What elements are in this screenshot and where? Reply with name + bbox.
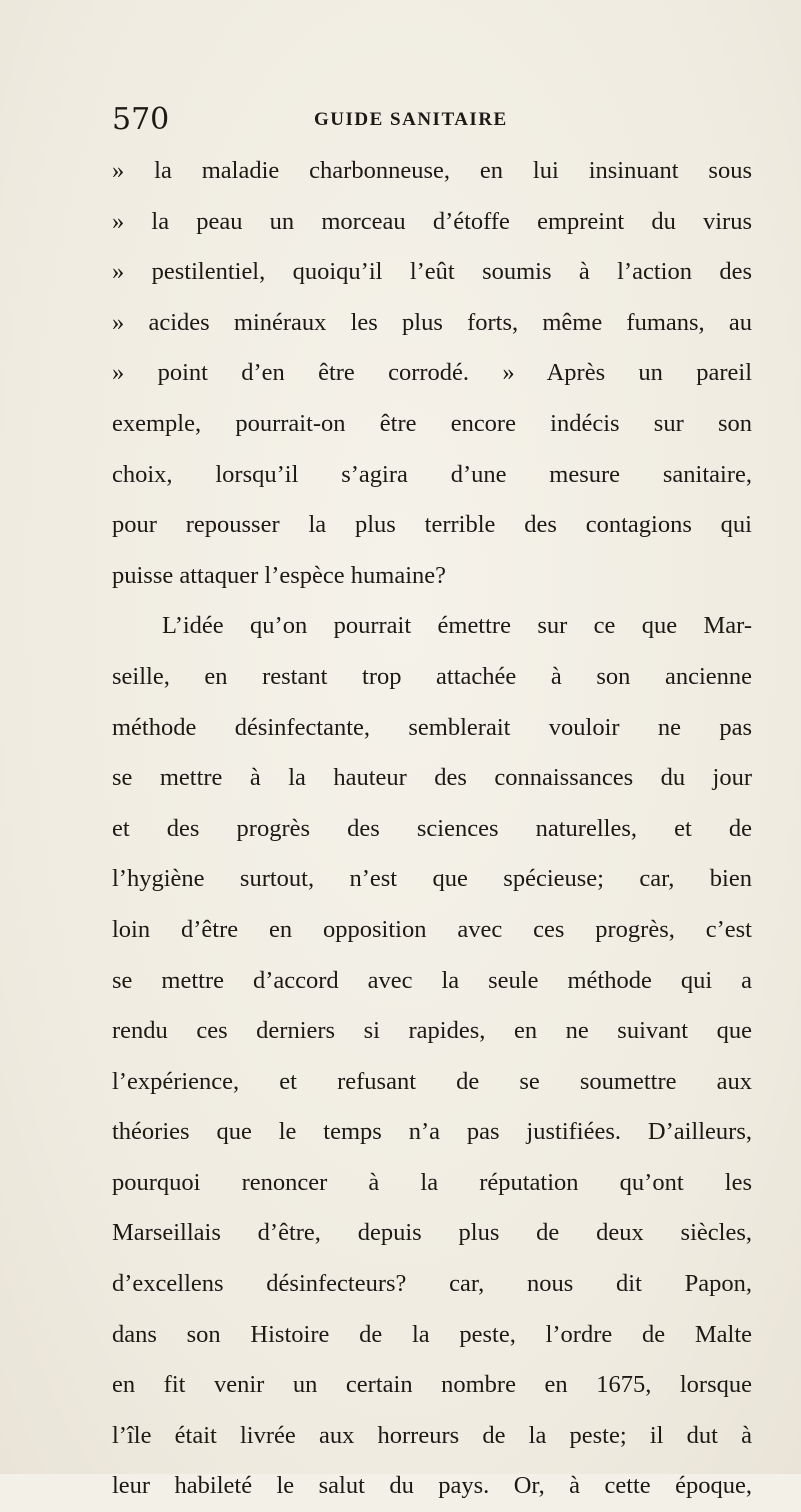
text-line: l’hygiène surtout, n’est que spécieuse; car, bien (112, 865, 752, 893)
body-text (112, 146, 752, 1512)
running-title: GUIDE SANITAIRE (314, 109, 508, 130)
text-line: Marseillais d’être, depuis plus de deux siècles, (112, 1219, 752, 1247)
text-line: seille, en restant trop attachée à son ancienne (112, 662, 752, 690)
text-line: exemple, pourrait-on être encore indécis sur son (112, 409, 752, 437)
text-line: se mettre à la hauteur des connaissances du jour (112, 764, 752, 792)
text-line: l’expérience, et refusant de se soumettre aux (112, 1067, 752, 1095)
text-line: pour repousser la plus terrible des contagions qui (112, 511, 752, 539)
page-number: 570 (112, 102, 170, 137)
text-line: rendu ces derniers si rapides, en ne suivant que (112, 1017, 752, 1045)
text-line: loin d’être en opposition avec ces progrès, c’est (112, 915, 752, 943)
text-line: » pestilentiel, quoiqu’il l’eût soumis à l’action des (112, 258, 752, 286)
text-line: d’excellens désinfecteurs? car, nous dit Papon, (112, 1270, 752, 1298)
paragraph-end-line: puisse attaquer l’espèce humaine? (112, 561, 447, 589)
paragraph-start-line: L’idée qu’on pourrait émettre sur ce que Mar- (162, 612, 752, 640)
text-line: choix, lorsqu’il s’agira d’une mesure sanitaire, (112, 460, 752, 488)
page-header (112, 100, 752, 140)
text-line: dans son Histoire de la peste, l’ordre de Malte (112, 1320, 752, 1348)
text-line: » point d’en être corrodé. » Après un pareil (112, 359, 752, 387)
text-line: se mettre d’accord avec la seule méthode qui a (112, 966, 752, 994)
text-line: en fit venir un certain nombre en 1675, lorsque (112, 1371, 752, 1399)
text-line: méthode désinfectante, semblerait vouloir ne pas (112, 713, 752, 741)
text-line: et des progrès des sciences naturelles, et de (112, 814, 752, 842)
text-line: pourquoi renoncer à la réputation qu’ont les (112, 1168, 752, 1196)
text-line: » acides minéraux les plus forts, même fumans, au (112, 308, 752, 336)
text-line: leur habileté le salut du pays. Or, à cette époque, (112, 1472, 752, 1500)
text-line: l’île était livrée aux horreurs de la peste; il dut à (112, 1421, 752, 1449)
text-line: » la maladie charbonneuse, en lui insinuant sous (112, 157, 752, 184)
text-line: théories que le temps n’a pas justifiées. D’ailleurs, (112, 1118, 752, 1146)
text-line: » la peau un morceau d’étoffe empreint du virus (112, 207, 752, 235)
